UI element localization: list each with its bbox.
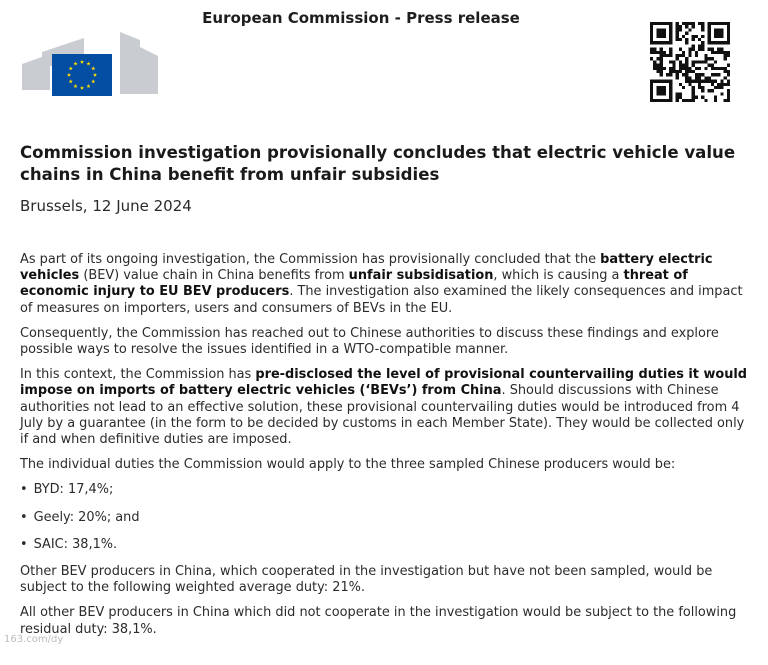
qr-code-icon[interactable]	[650, 22, 730, 102]
press-release-title: Commission investigation provisionally concludes that electric vehicle value chains in China benefit from unfair subsidies	[20, 143, 736, 184]
eu-commission-logo-icon	[22, 30, 160, 98]
list-item: • BYD: 17,4%;	[20, 482, 756, 498]
highlight-unfair-subsidisation: unfair subsidisation	[348, 268, 494, 284]
article-body	[20, 252, 756, 647]
paragraph-1: As part of its ongoing investigation, the Commission has provisionally concluded that the battery electric vehicles (BEV) value chain in China benefits from unfair subsidisation, which is causing a threat of economic injury to EU BEV producers. The investigation also examined the likely consequences and impact of measures on importers, users and consumers of BEVs in the EU.	[20, 252, 743, 316]
duties-list	[20, 482, 756, 553]
watermark: 163.com/dy	[4, 634, 64, 645]
highlight-bev: battery electric vehicles	[20, 252, 713, 284]
paragraph-2: Consequently, the Commission has reached out to Chinese authorities to discuss these findings and explore possible ways to resolve the issues identified in a WTO-compatible manner.	[20, 325, 719, 358]
list-item: • SAIC: 38,1%.	[20, 537, 756, 553]
press-release-header: European Commission - Press release	[202, 9, 520, 27]
paragraph-4: The individual duties the Commission would apply to the three sampled Chinese producers would be:	[20, 457, 676, 473]
highlight-provisional-duties: pre-disclosed the level of provisional countervailing duties it would impose on imports of battery electric vehicles (‘BEVs’) from China	[20, 367, 748, 399]
list-item: • Geely: 20%; and	[20, 510, 756, 526]
paragraph-6: All other BEV producers in China which did not cooperate in the investigation would be subject to the following residual duty: 38,1%.	[20, 605, 737, 637]
paragraph-5: Other BEV producers in China, which cooperated in the investigation but have not been sampled, would be subject to the following weighted average duty: 21%.	[20, 564, 713, 596]
paragraph-3: In this context, the Commission has pre-disclosed the level of provisional countervailing duties it would impose on imports of battery electric vehicles (‘BEVs’) from China. Should discussions with Chinese authorities not lead to an effective solution, these provisional countervailing duties would be introduced from 4 July by a guarantee (in the form to be decided by customs in each Member State). They would be collected only if and when definitive duties are imposed.	[20, 367, 748, 448]
highlight-threat: threat of economic injury to EU BEV producers	[20, 268, 688, 300]
dateline: Brussels, 12 June 2024	[20, 197, 192, 215]
